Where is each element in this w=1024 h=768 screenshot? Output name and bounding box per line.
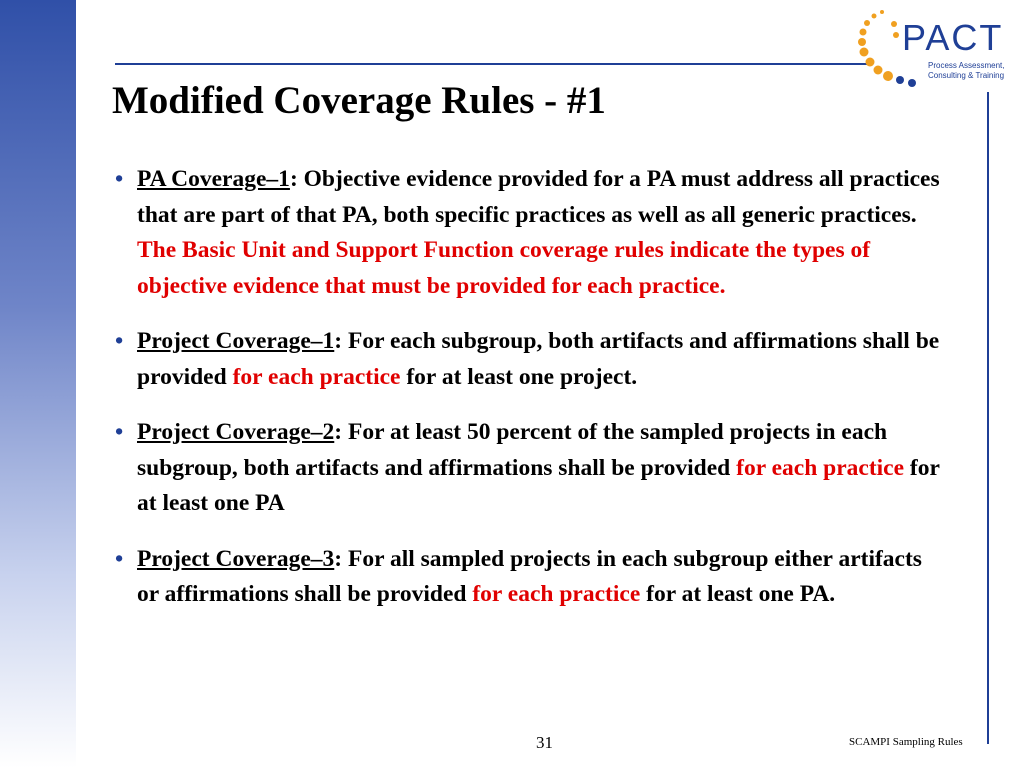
bullet-project-coverage-2 [113, 415, 948, 522]
title-divider [115, 63, 870, 65]
slide-title: Modified Coverage Rules - #1 [112, 79, 606, 122]
bullet-list [113, 162, 948, 633]
logo-tagline-line2: Consulting & Training [928, 71, 1005, 80]
bullet-project-coverage-1 [113, 324, 948, 395]
bullet-icon: • [115, 545, 124, 572]
bullet-colon: : [334, 328, 343, 354]
footer-label: SCAMPI Sampling Rules [849, 736, 963, 748]
bullet-text: For all sampled projects in each subgroup either artifacts or affirmations shall be provided [137, 545, 922, 607]
bullet-tail: for at least one project. [400, 363, 638, 390]
bullet-term: PA Coverage–1 [137, 166, 290, 192]
bullet-tail: for at least one PA. [640, 581, 836, 607]
bullet-term: Project Coverage–2 [137, 419, 335, 445]
logo-tagline-line1: Process Assessment, [928, 61, 1005, 70]
logo-tagline [928, 61, 1004, 81]
right-divider [987, 92, 989, 744]
bullet-colon: : [334, 545, 343, 572]
bullet-term: Project Coverage–3 [137, 545, 335, 572]
bullet-emphasis: for each practice [736, 454, 905, 481]
bullet-pa-coverage-1 [113, 162, 948, 304]
bullet-text: For each subgroup, both artifacts and affirmations shall be provided [137, 328, 940, 390]
bullet-text: For at least 50 percent of the sampled projects in each subgroup, both artifacts and affirmations shall be provided [137, 419, 888, 481]
bullet-emphasis: The Basic Unit and Support Function coverage rules indicate the types of objective evidence that must be provided for each practice. [137, 237, 871, 299]
page-number: 31 [536, 733, 553, 752]
bullet-term: Project Coverage–1 [137, 328, 335, 354]
bullet-project-coverage-3 [113, 542, 948, 613]
bullet-emphasis: for each practice [232, 363, 401, 390]
bullet-icon: • [115, 419, 124, 445]
bullet-tail: for at least one PA [137, 454, 940, 516]
logo-wordmark: PACT [902, 17, 1004, 58]
bullet-icon: • [115, 328, 124, 354]
bullet-icon: • [115, 166, 124, 192]
bullet-text: Objective evidence provided for a PA must address all practices that are part of that PA, both specific practices as well as all generic practices. [137, 166, 940, 228]
sidebar-gradient [0, 0, 76, 768]
bullet-emphasis: for each practice [472, 581, 641, 607]
bullet-colon: : [289, 166, 298, 192]
bullet-colon: : [334, 419, 343, 445]
